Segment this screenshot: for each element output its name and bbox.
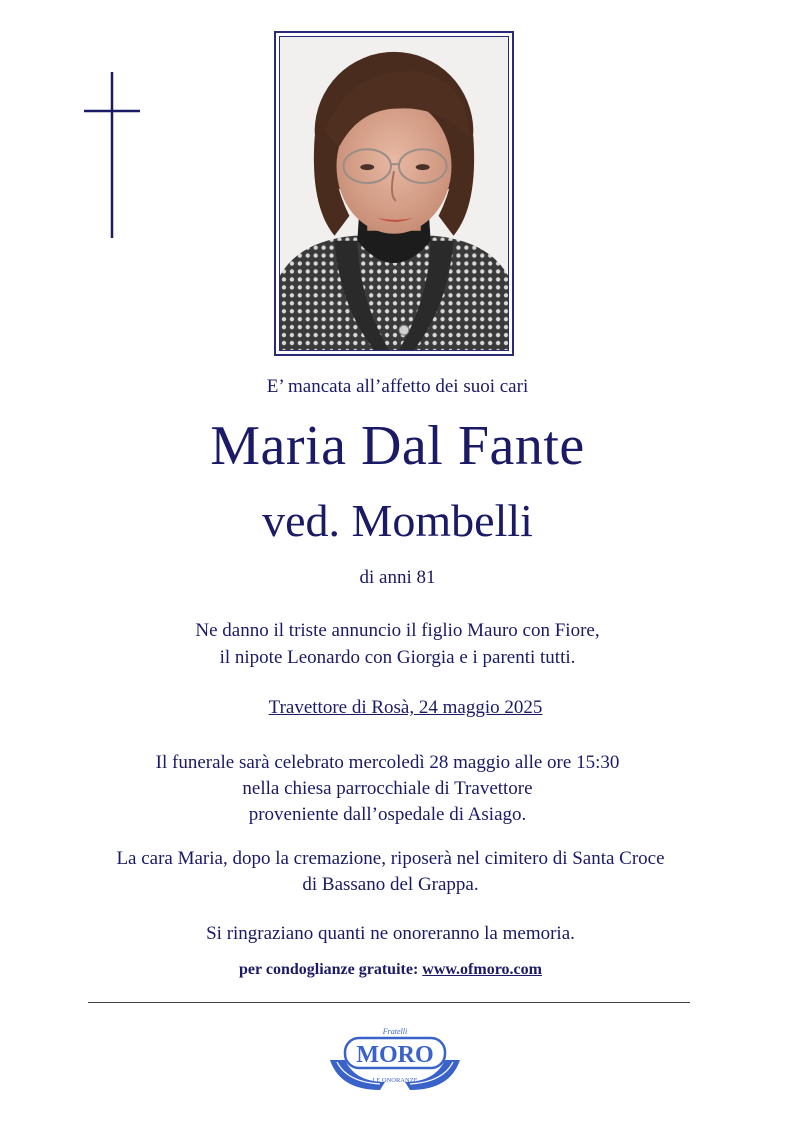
intro-text: E’ mancata all’affetto dei suoi cari: [266, 376, 529, 397]
portrait-frame: [274, 31, 514, 356]
place-date: [8, 697, 795, 719]
condolences-link[interactable]: www.ofmoro.com: [422, 961, 542, 978]
funeral-line-1: Il funerale sarà celebrato mercoledì 28 maggio alle ore 15:30: [155, 752, 620, 773]
portrait-photo: [279, 36, 509, 351]
cross-icon: [82, 70, 142, 240]
thanks-text: Si ringraziano quanti ne onoreranno la memoria.: [206, 923, 575, 944]
funeral-line-3: proveniente dall’ospedale di Asiago.: [248, 804, 527, 825]
place-date-text: Travettore di Rosà, 24 maggio 2025: [268, 697, 543, 718]
divider: [88, 1002, 690, 1003]
condolences-line: [0, 961, 788, 979]
deceased-name: Maria Dal Fante: [210, 415, 585, 477]
announcement-line-1: Ne danno il triste annuncio il figlio Mauro con Fiore,: [195, 620, 600, 641]
funeral-line-2: nella chiesa parrocchiale di Travettore: [242, 778, 533, 799]
logo-top-text: Fratelli: [382, 1027, 408, 1036]
condolences-label: per condoglianze gratuite:: [239, 961, 423, 978]
announcement-line-2: il nipote Leonardo con Giorgia e i parenti tutti.: [219, 647, 576, 668]
logo-main-text: MORO: [356, 1042, 434, 1068]
married-name: ved. Mombelli: [262, 495, 533, 546]
age-text: di anni 81: [359, 567, 436, 588]
rest-line-1: La cara Maria, dopo la cremazione, riposerà nel cimitero di Santa Croce: [116, 848, 665, 869]
rest-line-2: di Bassano del Grappa.: [302, 874, 479, 895]
logo-bottom-text: LE ONORANZE: [372, 1077, 418, 1084]
moro-logo: [325, 1020, 465, 1100]
